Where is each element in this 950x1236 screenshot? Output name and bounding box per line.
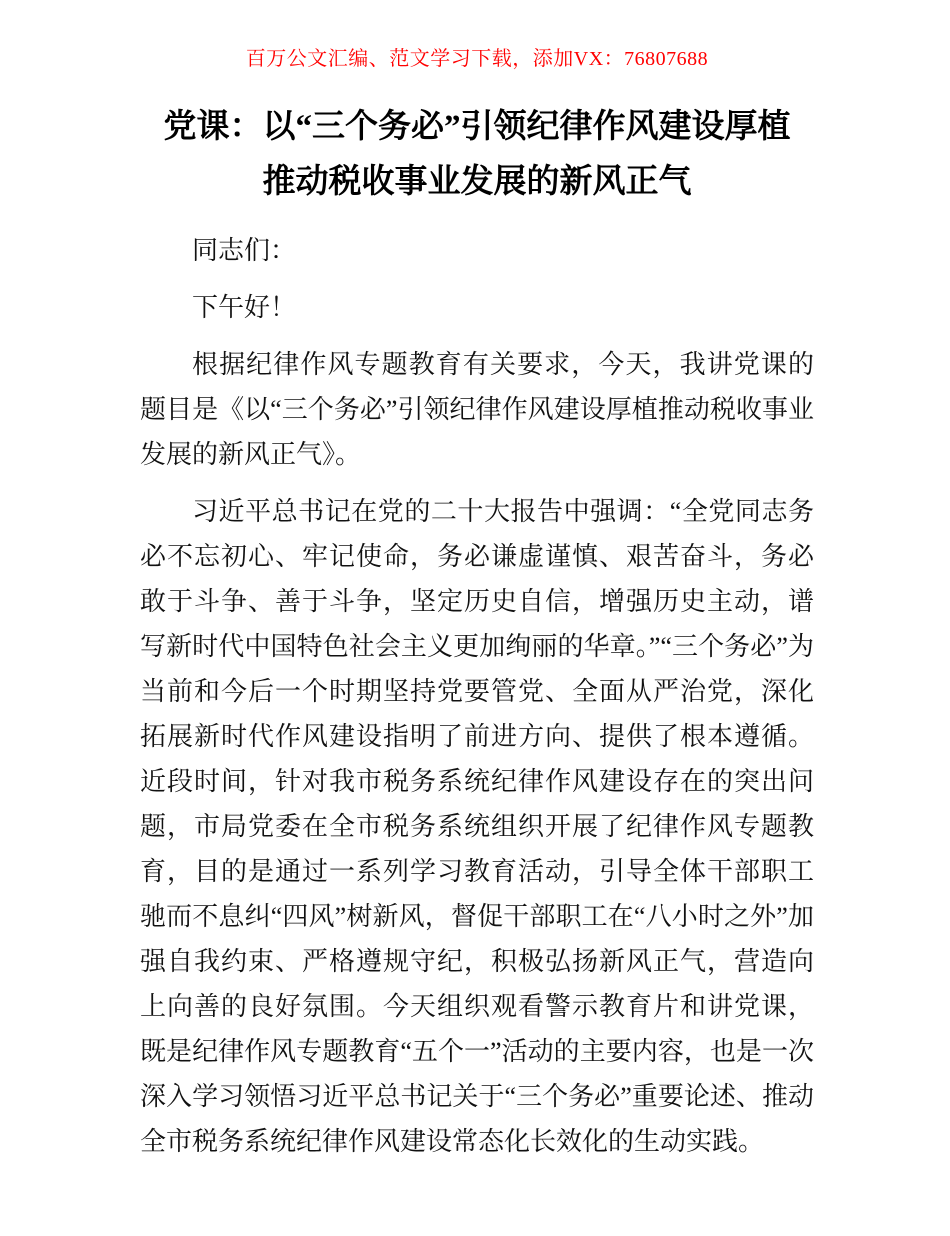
paragraph: 同志们： [192,236,297,265]
document-title [140,100,814,210]
paragraph: 下午好！ [192,293,297,322]
document-title-line-1: 党课：以“三个务必”引领纪律作风建设厚植 [163,109,791,145]
paragraph: 习近平总书记在党的二十大报告中强调：“全党同志务必不忘初心、牢记使命，务必谦虚谨慎、艰苦奋斗，务必敢于斗争、善于斗争，坚定历史自信，增强历史主动，谱写新时代中国特色社会主义更加绚丽的华章。”“三个务必”为当前和今后一个时期坚持党要管党、全面从严治党，深化拓展新时代作风建设指明了前进方向、提供了根本遵循。近段时间，针对我市税务系统纪律作风建设存在的突出问题，市局党委在全市税务系统组织开展了纪律作风专题教育，目的是通过一系列学习教育活动，引导全体干部职工驰而不息纠“四风”树新风，督促干部职工在“八小时之外”加强自我约束、严格遵规守纪，积极弘扬新风正气，营造向上向善的良好氛围。今天组织观看警示教育片和讲党课，既是纪律作风专题教育“五个一”活动的主要内容，也是一次深入学习领悟习近平总书记关于“三个务必”重要论述、推动全市税务系统纪律作风建设常态化长效化的生动实践。 [140,497,814,1156]
document-body [140,228,814,1164]
paragraph: 根据纪律作风专题教育有关要求，今天，我讲党课的题目是《以“三个务必”引领纪律作风建设厚植推动税收事业发展的新风正气》。 [140,350,814,469]
header-notice: 百万公文汇编、范文学习下载，添加VX：76807688 [245,48,709,70]
document-title-line-2: 推动税收事业发展的新风正气 [262,164,692,200]
